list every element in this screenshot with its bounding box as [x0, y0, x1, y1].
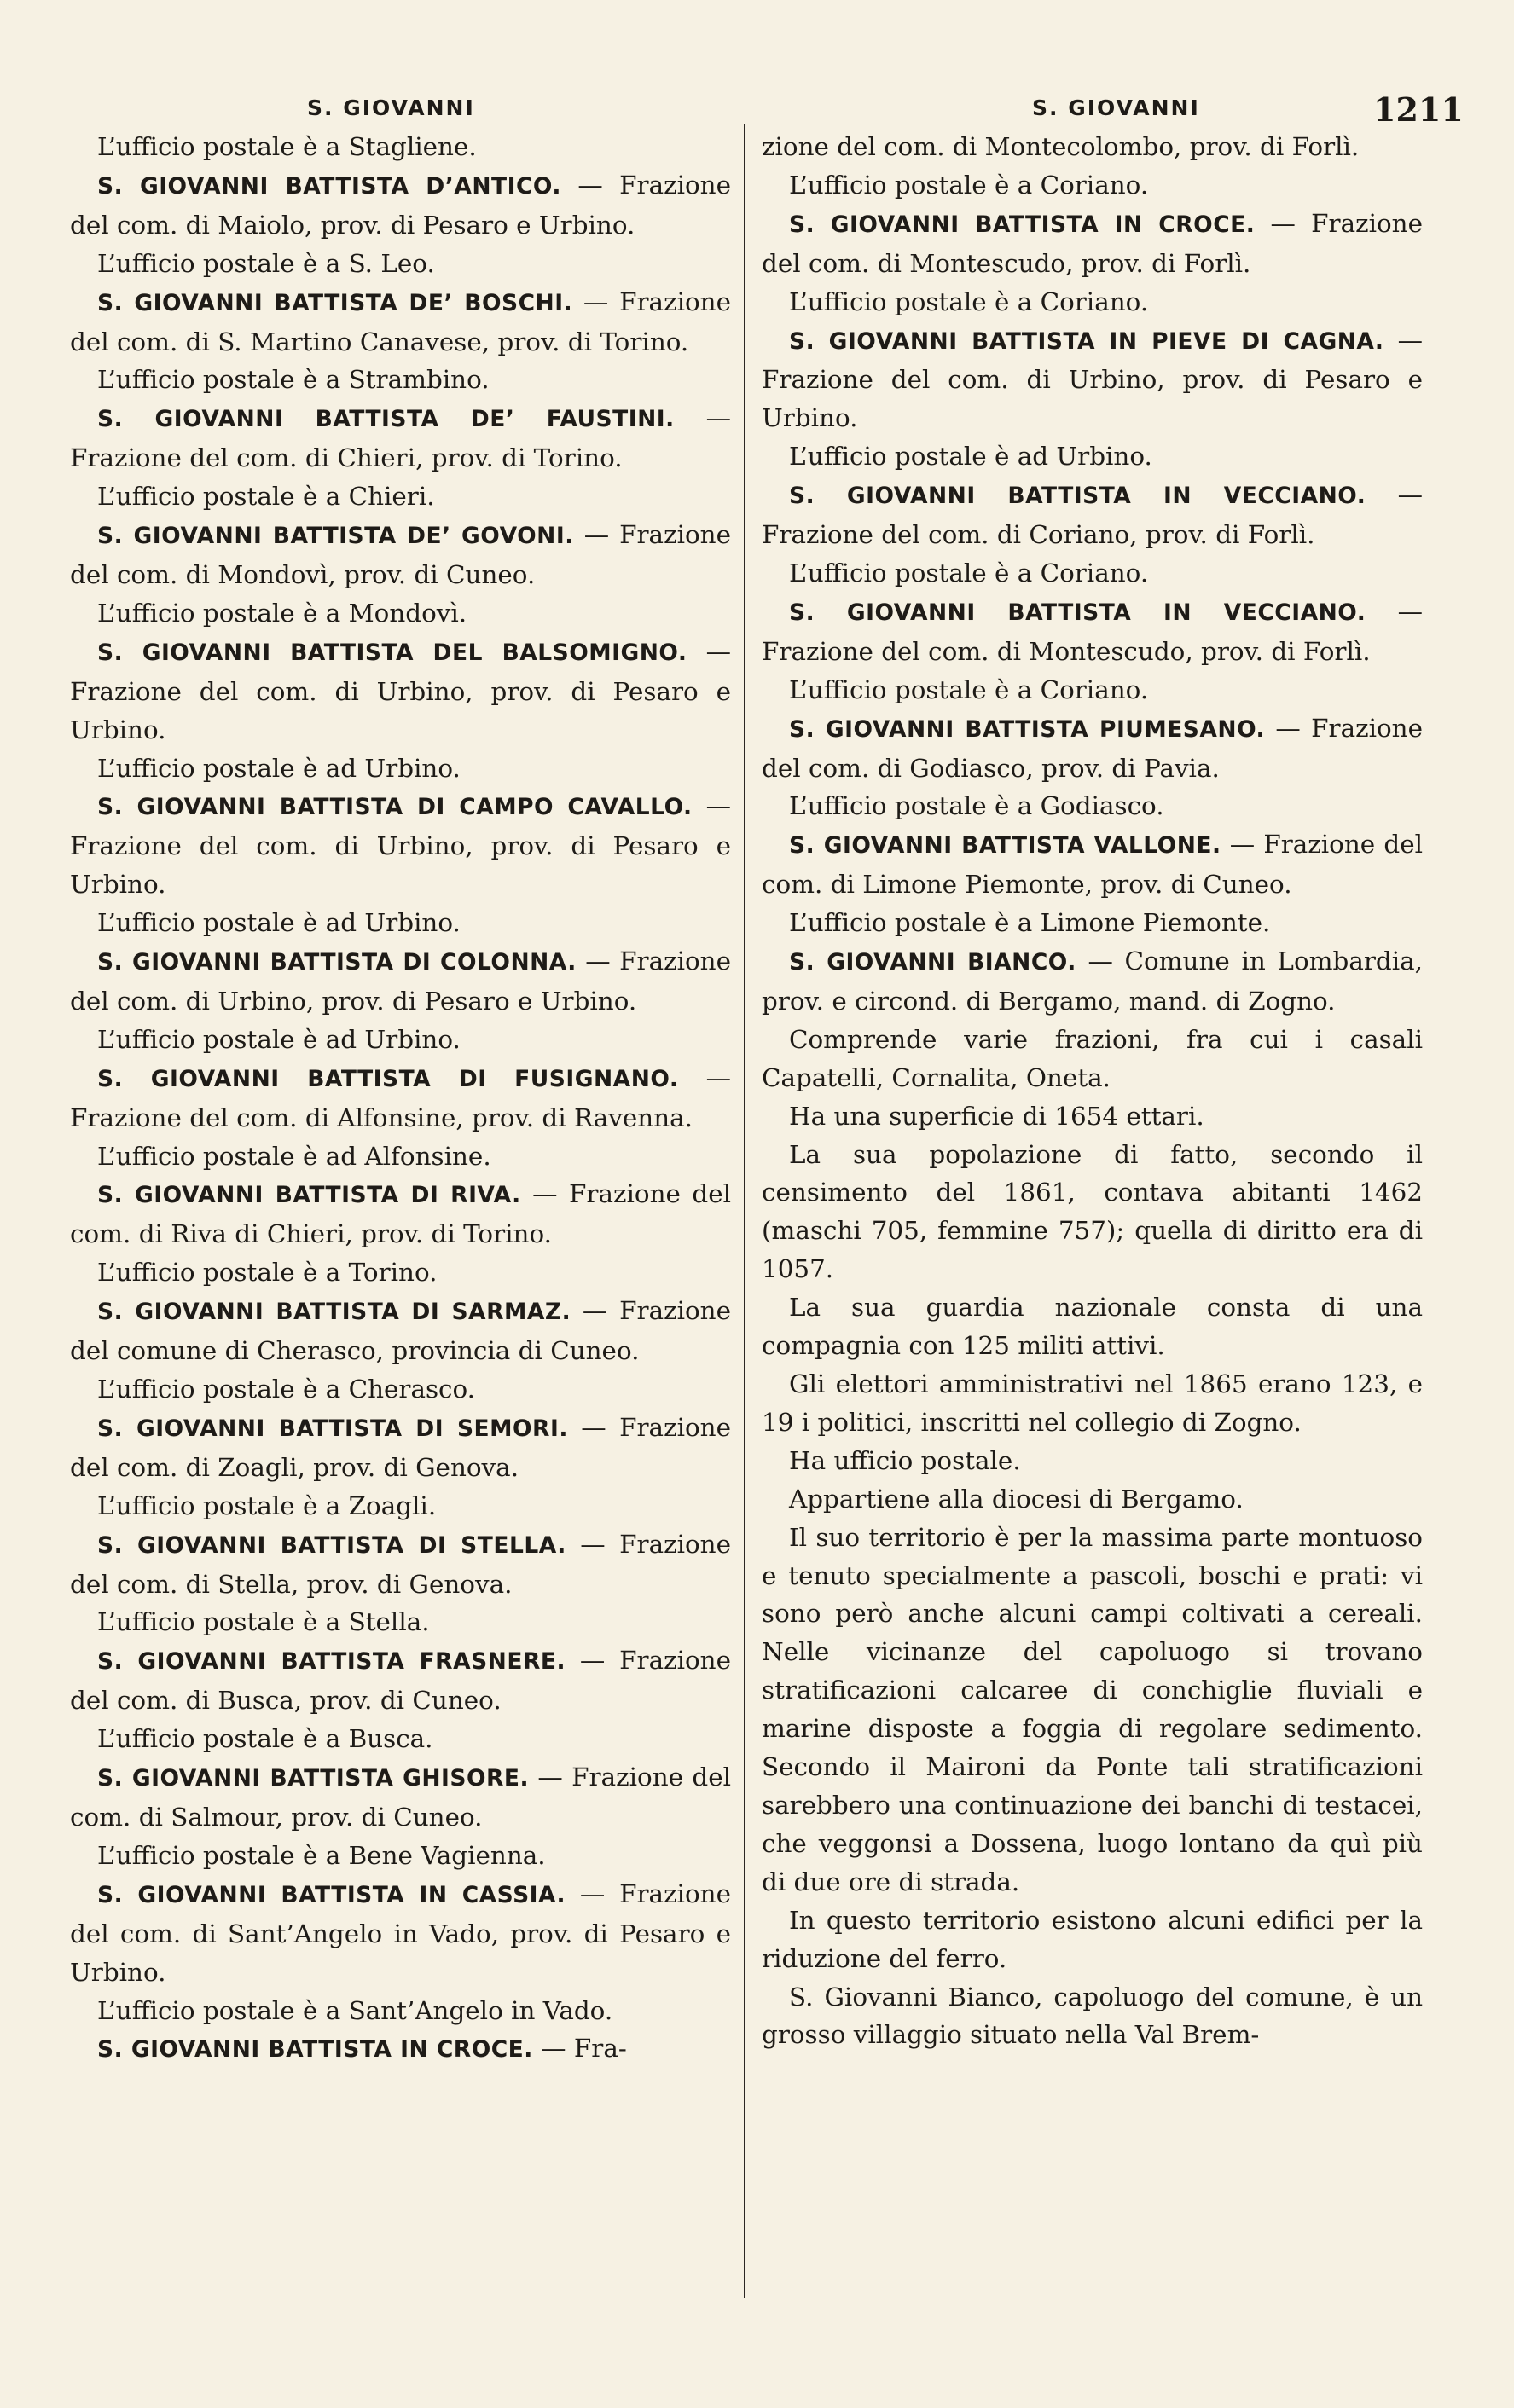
entry-text: — Frazione del com. di Busca, prov. di Cuneo. [70, 1646, 731, 1716]
gazetteer-entry [762, 321, 1423, 438]
paragraph: L’ufficio postale è a Busca. [97, 1724, 433, 1754]
entry-heading: S. GIOVANNI BATTISTA FRASNERE. [97, 1648, 566, 1676]
paragraph: L’ufficio postale è ad Urbino. [97, 1024, 461, 1054]
paragraph: L’ufficio postale è a Cherasco. [97, 1375, 476, 1404]
paragraph: S. Giovanni Bianco, capoluogo del comune, è un grosso villaggio situato nella Val Brem- [762, 1982, 1423, 2050]
gazetteer-entry [70, 516, 731, 594]
entry-text: — Frazione del com. di Mondovì, prov. di Cuneo. [70, 520, 731, 589]
gazetteer-entry [70, 1641, 731, 1720]
gazetteer-entry [70, 1059, 731, 1137]
entry-heading: S. GIOVANNI BATTISTA IN CROCE. [97, 2036, 533, 2064]
gazetteer-entry [70, 1292, 731, 1370]
right-column [762, 128, 1423, 2054]
entry-heading: S. GIOVANNI BATTISTA DE’ GOVONI. [97, 523, 574, 550]
entry-text: — Frazione del com. di Alfonsine, prov. di Ravenna. [70, 1062, 732, 1132]
entry-text: — Fra- [532, 2034, 627, 2064]
gazetteer-entry [762, 205, 1423, 283]
gazetteer-entry [762, 825, 1423, 904]
paragraph: L’ufficio postale è a Limone Piemonte. [789, 908, 1271, 938]
gazetteer-entry [70, 1875, 731, 1992]
entry-text: — Frazione del com. di Godiasco, prov. di Pavia. [762, 713, 1423, 783]
entry-heading: S. GIOVANNI BATTISTA DEL BALSOMIGNO. [97, 639, 687, 666]
entry-text: — Frazione del com. di Coriano, prov. di Forlì. [762, 480, 1423, 550]
paragraph: Ha una superficie di 1654 ettari. [789, 1101, 1204, 1131]
entry-text: — Frazione del com. di Zoagli, prov. di Genova. [70, 1412, 731, 1482]
paragraph: Comprende varie frazioni, fra cui i casali Capatelli, Cornalita, Oneta. [762, 1024, 1423, 1092]
paragraph: L’ufficio postale è a Chieri. [97, 482, 435, 512]
paragraph: La sua popolazione di fatto, secondo il censimento del 1861, contava abitanti 1462 (maschi 705, femmine 757); quella di diritto era di 1057. [762, 1139, 1423, 1284]
paragraph: L’ufficio postale è a Zoagli. [97, 1491, 437, 1520]
left-column [70, 128, 731, 2069]
gazetteer-entry [70, 1175, 731, 1253]
entry-heading: S. GIOVANNI BATTISTA IN PIEVE DI CAGNA. [789, 327, 1384, 355]
gazetteer-entry [70, 942, 731, 1021]
paragraph: La sua guardia nazionale consta di una compagnia con 125 militi attivi. [762, 1293, 1423, 1361]
entry-heading: S. GIOVANNI BATTISTA DI COLONNA. [97, 949, 577, 976]
gazetteer-entry [70, 1525, 731, 1604]
page-number: 1211 [1373, 90, 1464, 129]
gazetteer-entry [70, 1409, 731, 1487]
gazetteer-entry [70, 399, 731, 478]
paragraph: L’ufficio postale è a Coriano. [789, 674, 1149, 704]
paragraph: L’ufficio postale è a Strambino. [97, 365, 490, 395]
continued-paragraph: zione del com. di Montecolombo, prov. di Forlì. [762, 132, 1360, 161]
paragraph: L’ufficio postale è a Bene Vagienna. [97, 1840, 546, 1870]
entry-text: — Frazione del com. di Riva di Chieri, prov. di Torino. [70, 1179, 731, 1249]
entry-text: — Frazione del com. di Limone Piemonte, prov. di Cuneo. [762, 830, 1423, 900]
paragraph: L’ufficio postale è a Stagliene. [97, 132, 477, 161]
running-head-right: S. GIOVANNI [1032, 96, 1200, 120]
paragraph: L’ufficio postale è ad Urbino. [97, 908, 461, 938]
gazetteer-entry [762, 593, 1423, 671]
entry-text: — Comune in Lombardia, prov. e circond. di Bergamo, mand. di Zogno. [762, 946, 1423, 1016]
entry-text: — Frazione del com. di Urbino, prov. di Pesaro e Urbino. [70, 946, 731, 1016]
entry-heading: S. GIOVANNI BATTISTA DI STELLA. [97, 1531, 566, 1559]
paragraph: L’ufficio postale è ad Urbino. [97, 753, 461, 783]
entry-text: — Frazione del com. di Montescudo, prov. di Forlì. [762, 208, 1423, 278]
gazetteer-entry [762, 709, 1423, 788]
paragraph: L’ufficio postale è a Coriano. [789, 558, 1149, 588]
paragraph: L’ufficio postale è ad Alfonsine. [97, 1141, 491, 1171]
paragraph: Gli elettori amministrativi nel 1865 erano 123, e 19 i politici, inscritti nel collegio di Zogno. [762, 1369, 1423, 1437]
paragraph: L’ufficio postale è ad Urbino. [789, 442, 1152, 472]
entry-text: — Frazione del comune di Cherasco, provincia di Cuneo. [70, 1296, 731, 1366]
paragraph: L’ufficio postale è a Mondovì. [97, 598, 467, 628]
entry-heading: S. GIOVANNI BATTISTA GHISORE. [97, 1765, 530, 1792]
entry-heading: S. GIOVANNI BATTISTA DI CAMPO CAVALLO. [97, 794, 693, 821]
entry-text: — Frazione del com. di Salmour, prov. di Cuneo. [70, 1763, 731, 1832]
gazetteer-entry [70, 1758, 731, 1837]
entry-text: — Frazione del com. di S. Martino Canavese, prov. di Torino. [70, 287, 731, 356]
entry-heading: S. GIOVANNI BATTISTA DI SEMORI. [97, 1415, 568, 1442]
entry-heading: S. GIOVANNI BATTISTA VALLONE. [789, 832, 1221, 860]
entry-text: — Frazione del com. di Stella, prov. di Genova. [70, 1529, 731, 1599]
gazetteer-entry [762, 476, 1423, 554]
paragraph: L’ufficio postale è a Godiasco. [789, 791, 1164, 821]
entry-text: — Frazione del com. di Urbino, prov. di Pesaro e Urbino. [70, 636, 732, 744]
entry-text: — Frazione del com. di Sant’Angelo in Vado, prov. di Pesaro e Urbino. [70, 1878, 731, 1987]
entry-heading: S. GIOVANNI BIANCO. [789, 949, 1076, 976]
gazetteer-entry [70, 283, 731, 362]
entry-text: — Frazione del com. di Chieri, prov. di Torino. [70, 403, 731, 473]
paragraph: L’ufficio postale è a Torino. [97, 1258, 438, 1288]
entry-heading: S. GIOVANNI BATTISTA DE’ BOSCHI. [97, 289, 573, 316]
gazetteer-entry [762, 942, 1423, 1021]
paragraph: L’ufficio postale è a Coriano. [789, 287, 1149, 316]
entry-text: — Frazione del com. di Maiolo, prov. di Pesaro e Urbino. [70, 170, 731, 240]
entry-heading: S. GIOVANNI BATTISTA DI RIVA. [97, 1182, 521, 1209]
paragraph: Appartiene alla diocesi di Bergamo. [789, 1484, 1244, 1514]
entry-heading: S. GIOVANNI BATTISTA DI FUSIGNANO. [97, 1065, 679, 1092]
gazetteer-entry [70, 166, 731, 245]
entry-heading: S. GIOVANNI BATTISTA D’ANTICO. [97, 172, 561, 200]
entry-heading: S. GIOVANNI BATTISTA IN CASSIA. [97, 1881, 566, 1908]
paragraph: L’ufficio postale è a Stella. [97, 1607, 430, 1637]
paragraph: L’ufficio postale è a S. Leo. [97, 248, 435, 278]
entry-heading: S. GIOVANNI BATTISTA IN VECCIANO. [789, 483, 1366, 510]
paragraph: Il suo territorio è per la massima parte montuoso e tenuto specialmente a pascoli, boschi e prati: vi sono però anche alcuni campi coltivati a cereali. Nelle vicinanze del capoluogo si trovano stratificazioni calcaree di conchiglie fluviali e marine disposte a foggia di regolare sedimento. Secondo il Maironi da Ponte tali stratificazioni sarebbero una continuazione dei banchi di testacei, che veggonsi a Dossena, luogo lontano da quì più di due ore di strada. [762, 1522, 1423, 1896]
entry-heading: S. GIOVANNI BATTISTA DI SARMAZ. [97, 1299, 571, 1326]
entry-text: — Frazione del com. di Urbino, prov. di Pesaro e Urbino. [762, 325, 1423, 433]
paragraph: L’ufficio postale è a Sant’Angelo in Vado. [97, 1995, 613, 2025]
column-divider [744, 124, 745, 2298]
entry-heading: S. GIOVANNI BATTISTA DE’ FAUSTINI. [97, 406, 675, 433]
entry-text: — Frazione del com. di Montescudo, prov. di Forlì. [762, 596, 1423, 666]
paragraph: In questo territorio esistono alcuni edifici per la riduzione del ferro. [762, 1905, 1423, 1973]
gazetteer-entry [70, 2029, 731, 2069]
running-head-left: S. GIOVANNI [307, 96, 475, 120]
gazetteer-entry [70, 787, 731, 904]
entry-text: — Frazione del com. di Urbino, prov. di Pesaro e Urbino. [70, 791, 732, 900]
paragraph: Ha ufficio postale. [789, 1445, 1021, 1475]
gazetteer-entry [70, 633, 731, 750]
entry-heading: S. GIOVANNI BATTISTA IN CROCE. [789, 211, 1256, 238]
entry-heading: S. GIOVANNI BATTISTA IN VECCIANO. [789, 599, 1366, 626]
entry-heading: S. GIOVANNI BATTISTA PIUMESANO. [789, 715, 1266, 743]
paragraph: L’ufficio postale è a Coriano. [789, 170, 1149, 200]
